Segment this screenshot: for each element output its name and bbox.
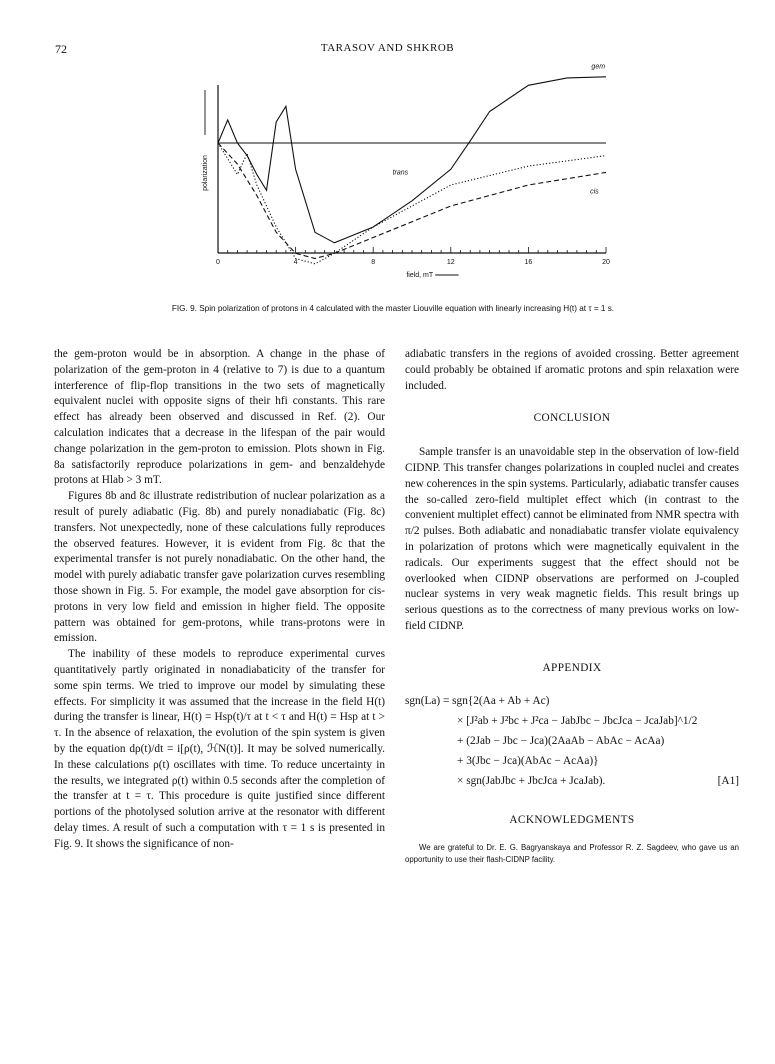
left-paragraph-1: the gem-proton would be in absorption. A change in the phase of polarization of the gem-proton in 4 (relative to 7) is due to a quantum interference of flip-flop transitions in the two sets of magnetically equivalent nuclei with opposite signs of their hfi constants. This rare effect has already been observed and discussed in Ref. (2). Our calculation indicates that a decrease in the lifespan of the pair would change polarization in the gem-proton to emission. Plots shown in Fig. 8a satisfactorily reproduce polarizations in gem- and benzaldehyde protons at Hlab > 3 mT. xyxy=(54,348,385,487)
running-header: TARASOV AND SHKROB xyxy=(320,42,455,54)
figure-caption: FIG. 9. Spin polarization of protons in 4 calculated with the master Liouville equation with linearly increasing H(t) at τ = 1 s. xyxy=(171,304,615,313)
x-tick-label: 8 xyxy=(371,259,376,266)
x-tick-label: 0 xyxy=(216,259,220,266)
figure-9-chart xyxy=(0,0,775,300)
right-intro: adiabatic transfers in the regions of avoided crossing. Better agreement could probably be obtained if aromatic protons and spin relaxation were included. xyxy=(405,348,739,392)
x-axis-label: field, mT xyxy=(406,272,434,279)
acknowledgments-text: We are grateful to Dr. E. G. Bagryanskaya and Professor R. Z. Sagdeev, who gave us an opportunity to use their flash-CIDNP facility. xyxy=(405,843,739,864)
annotation-gem: gem xyxy=(591,63,606,71)
left-column xyxy=(54,347,385,853)
acknowledgments-heading: ACKNOWLEDGMENTS xyxy=(509,813,635,826)
series-trans-line xyxy=(218,143,606,264)
series-gem-line xyxy=(218,77,606,243)
right-column xyxy=(405,347,739,865)
left-paragraph-2: Figures 8b and 8c illustrate redistribution of nuclear polarization as a result of purely adiabatic (Fig. 8b) and purely nonadiabatic (Fig. 8c) transfers. Not unexpectedly, none of these calculations fully reproduces the observed features. However, it is evident from Fig. 8c that the experimental transfer is not purely nonadiabatic. On the other hand, the model with purely adiabatic transfer gave polarization curves resembling those shown in Fig. 5. For example, the model gave absorption for cis-protons in very low field and emission in higher field. The opposite pattern was obtained for gem-protons, while trans-protons were in emission. xyxy=(54,490,385,645)
conclusion-heading: CONCLUSION xyxy=(533,412,611,425)
equation-line-1: sgn(La) = sgn{2(Aa + Ab + Ac) xyxy=(405,694,550,707)
y-axis-label: polarization xyxy=(202,155,209,191)
chart-labels xyxy=(202,63,610,279)
equation-line-5: × sgn(JabJbc + JbcJca + JcaJab). xyxy=(457,774,606,787)
equation-line-3: + (2Jab − Jbc − Jca)(2AaAb − AbAc − AcAa) xyxy=(457,734,665,747)
page-number: 72 xyxy=(55,42,67,56)
equation-number: [A1] xyxy=(717,774,739,787)
chart-series xyxy=(218,77,606,264)
conclusion-text: Sample transfer is an unavoidable step in the observation of low-field CIDNP. This transfer changes polarizations in coupled nuclei and creates new coherences in the spin systems. Particularly, adiabatic transfer causes the so-called zero-field multiplet effect which (in contrast to the convenient multiplet effect) cannot be eliminated from NMR spectra with π/2 pulses. Both adiabatic and nonadiabatic transfer violate equivalency in polarization of protons which were magnetically equivalent in the radicals. Our experiments suggest that the effect should not be overlooked when CIDNP observations are performed on J-coupled nuclear systems in very weak magnetic fields. This result brings up serious questions as to the correctness of many previous works on low-field CIDNP. xyxy=(405,446,739,632)
equation-line-4: + 3(Jbc − Jca)(AbAc − AcAa)} xyxy=(457,754,599,767)
x-tick-label: 20 xyxy=(602,259,610,266)
equation-line-2: × [J²ab + J²bc + J²ca − JabJbc − JbcJca − JcaJab]^1/2 xyxy=(457,714,698,727)
annotation-trans: trans xyxy=(392,169,409,177)
chart-axes xyxy=(218,85,606,253)
appendix-heading: APPENDIX xyxy=(542,661,602,674)
x-tick-label: 16 xyxy=(524,259,533,266)
x-tick-label: 12 xyxy=(446,259,455,266)
left-paragraph-3: The inability of these models to reproduce experimental curves quantitatively partly originated in nonadiabaticity of the transfer for some spin terms. We tried to improve our model by simulating these effects. For simplicity it was assumed that the increase in the field H(t) during the transfer is linear, H(t) = Hsp(t)/τ at t < τ and H(t) = Hsp at t > τ. In the absence of relaxation, the evolution of the spin system is given by the equation dρ(t)/dt = i[ρ(t), ℋN(t)]. It may be solved numerically. In these calculations ρ(t) oscillates with time. To reduce uncertainty in the results, we integrated ρ(t) within 0.5 seconds after the completion of the transfer at t = τ. This procedure is quite justified since different portions of the photolysed solution arrive at the resonator with different delay times. A result of such a computation with τ = 1 s is presented in Fig. 9. It shows the significance of non- xyxy=(54,648,385,850)
x-tick-label: 4 xyxy=(293,259,298,266)
appendix-equation xyxy=(405,691,739,791)
annotation-cis: cis xyxy=(590,188,599,196)
